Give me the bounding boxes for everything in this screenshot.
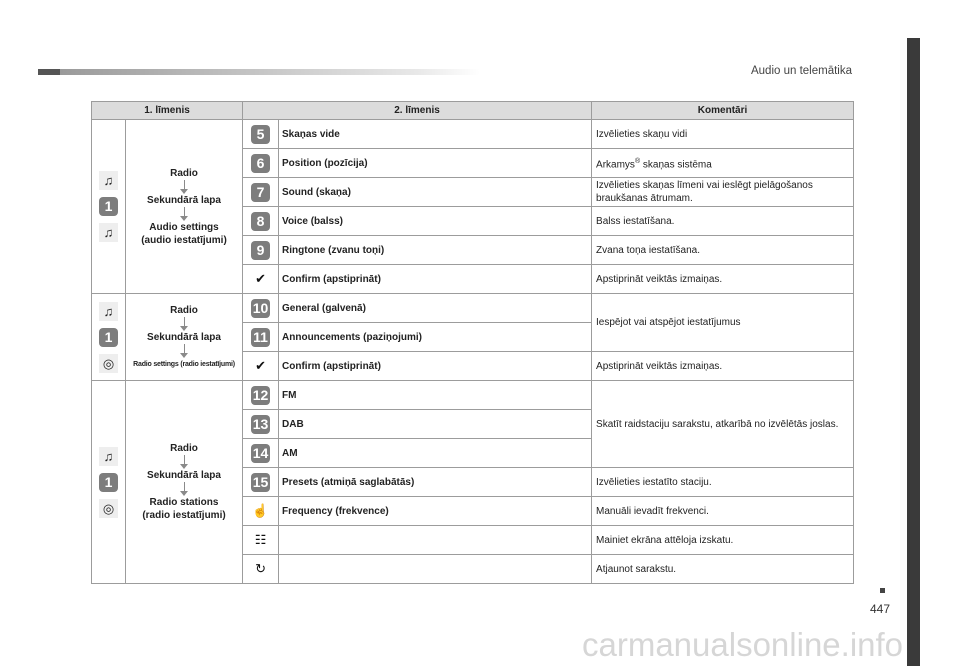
- header-bar-dark: [38, 69, 60, 75]
- row-comment: Arkamys® skaņas sistēma: [592, 149, 854, 178]
- level1-radio: Radio: [170, 443, 198, 454]
- row-comment: Izvēlieties skaņu vidi: [592, 120, 854, 149]
- row-comment: Skatīt raidstaciju sarakstu, atkarībā no izvēlētās joslas.: [592, 381, 854, 468]
- row-comment: Apstiprināt veiktās izmaiņas.: [592, 352, 854, 381]
- level1-radio-settings: Radio settings (radio iestatījumi): [133, 360, 235, 368]
- num-cell: [243, 120, 279, 149]
- row-comment: Izvēlieties skaņas līmeni vai ieslēgt pielāgošanos braukšanas ātrumam.: [592, 178, 854, 207]
- row-label: [279, 555, 592, 584]
- music-settings-icon: ♫: [99, 223, 118, 242]
- row-label: Frequency (frekvence): [279, 497, 592, 526]
- num-cell: [243, 149, 279, 178]
- row-comment: Balss iestatīšana.: [592, 207, 854, 236]
- num-cell: [243, 381, 279, 410]
- checkmark-icon: ✔: [255, 271, 266, 286]
- row-label: Announcements (paziņojumi): [279, 323, 592, 352]
- page-number: 447: [870, 602, 891, 616]
- step-badge: 1: [99, 197, 118, 216]
- group2-icons: [92, 294, 126, 381]
- down-arrow-icon: [180, 455, 188, 469]
- number-badge: 12: [252, 386, 269, 403]
- row-label: FM: [279, 381, 592, 410]
- radio-signal-settings-icon: ◎: [99, 354, 118, 373]
- number-badge: 9: [251, 241, 270, 260]
- row-comment: Atjaunot sarakstu.: [592, 555, 854, 584]
- music-note-icon: ♫: [99, 171, 118, 190]
- row-comment: Iespējot vai atspējot iestatījumus: [592, 294, 854, 352]
- num-cell: [243, 265, 279, 294]
- row-comment: Zvana toņa iestatīšana.: [592, 236, 854, 265]
- row-label: [279, 526, 592, 555]
- row-label: Ringtone (zvanu toņi): [279, 236, 592, 265]
- num-cell: [243, 526, 279, 555]
- table-row: [92, 381, 854, 410]
- num-cell: [243, 555, 279, 584]
- down-arrow-icon: [180, 317, 188, 331]
- num-cell: [243, 410, 279, 439]
- number-badge: 6: [251, 154, 270, 173]
- level1-audio-settings: Audio settings: [149, 221, 219, 233]
- group3-level1: [126, 381, 243, 584]
- watermark: carmanualsonline.info: [582, 626, 904, 663]
- row-comment: Mainiet ekrāna attēloja izskatu.: [592, 526, 854, 555]
- refresh-icon: ↻: [255, 561, 266, 576]
- number-badge: 11: [251, 328, 270, 347]
- row-label: Confirm (apstiprināt): [279, 265, 592, 294]
- page-header-title: Audio un telemātika: [750, 65, 852, 77]
- number-badge: 13: [252, 415, 269, 432]
- row-label: Voice (balss): [279, 207, 592, 236]
- level1-radio: Radio: [170, 304, 198, 316]
- row-comment: Izvēlieties iestatīto staciju.: [592, 468, 854, 497]
- num-cell: [243, 323, 279, 352]
- number-badge: 15: [252, 473, 269, 490]
- page-marker: [880, 588, 885, 593]
- num-cell: [243, 294, 279, 323]
- row-label: DAB: [279, 410, 592, 439]
- table-header-row: [92, 102, 854, 120]
- num-cell: [243, 439, 279, 468]
- group1-icons: [92, 120, 126, 294]
- num-cell: [243, 236, 279, 265]
- step-badge: 1: [99, 473, 118, 492]
- hand-tap-icon: ☝: [252, 503, 269, 518]
- down-arrow-icon: [180, 344, 188, 358]
- checkmark-icon: ✔: [255, 358, 266, 373]
- level1-radio-stations: Radio stations: [149, 497, 219, 508]
- num-cell: [243, 352, 279, 381]
- music-note-icon: ♫: [99, 302, 118, 321]
- row-label: Sound (skaņa): [279, 178, 592, 207]
- side-tab-bar: [907, 38, 920, 666]
- num-cell: [243, 497, 279, 526]
- number-badge: 10: [252, 299, 269, 316]
- number-badge: 14: [252, 444, 269, 461]
- number-badge: 7: [251, 183, 270, 202]
- header-bar-gradient: [60, 69, 480, 75]
- down-arrow-icon: [180, 482, 188, 496]
- number-badge: 5: [251, 125, 270, 144]
- group1-level1: [126, 120, 243, 294]
- level1-secondary-page: Sekundārā lapa: [147, 331, 221, 343]
- music-note-icon: ♫: [99, 447, 118, 466]
- row-comment: Apstiprināt veiktās izmaiņas.: [592, 265, 854, 294]
- num-cell: [243, 178, 279, 207]
- radio-signal-icon: ◎: [99, 499, 118, 518]
- row-label: Skaņas vide: [279, 120, 592, 149]
- group2-level1: [126, 294, 243, 381]
- table-row: [92, 120, 854, 149]
- settings-table: [91, 101, 854, 584]
- row-label: General (galvenā): [279, 294, 592, 323]
- step-badge: 1: [99, 328, 118, 347]
- col-header-level2: 2. līmenis: [243, 102, 592, 120]
- num-cell: [243, 207, 279, 236]
- level1-radio-stations-lv: (radio iestatījumi): [142, 510, 226, 521]
- group3-icons: [92, 381, 126, 584]
- col-header-comments: Komentāri: [592, 102, 854, 120]
- number-badge: 8: [251, 212, 270, 231]
- num-cell: [243, 468, 279, 497]
- level1-secondary-page: Sekundārā lapa: [147, 194, 221, 206]
- level1-audio-settings-lv: (audio iestatījumi): [141, 234, 227, 246]
- row-label: AM: [279, 439, 592, 468]
- row-label: Position (pozīcija): [279, 149, 592, 178]
- row-comment: Manuāli ievadīt frekvenci.: [592, 497, 854, 526]
- row-label: Confirm (apstiprināt): [279, 352, 592, 381]
- row-label: Presets (atmiņā saglabātās): [279, 468, 592, 497]
- down-arrow-icon: [180, 180, 188, 194]
- level1-radio: Radio: [170, 167, 198, 179]
- level1-secondary-page: Sekundārā lapa: [147, 470, 221, 481]
- col-header-level1: 1. līmenis: [92, 102, 243, 120]
- down-arrow-icon: [180, 207, 188, 221]
- table-row: [92, 294, 854, 323]
- list-view-icon: ☷: [254, 532, 267, 547]
